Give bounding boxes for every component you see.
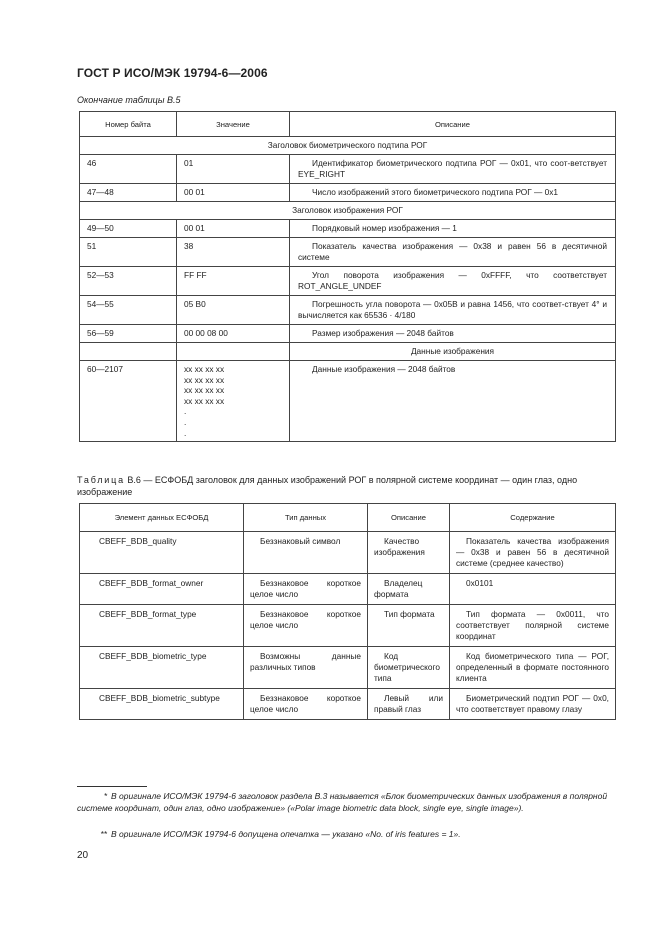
element-description: [368, 605, 450, 647]
byte-value: FF FF: [177, 267, 290, 296]
cell-text: Владелец формата: [374, 578, 423, 599]
cell-text: Беззнаковое короткое целое число: [250, 609, 361, 630]
table-header-row: [80, 112, 616, 137]
table-row: [80, 155, 616, 184]
table-b5: [79, 111, 616, 442]
byte-description: [290, 325, 616, 343]
element-content: [450, 574, 616, 605]
byte-value: 00 01: [177, 220, 290, 238]
byte-number: 60—2107: [80, 361, 177, 442]
cell-text: 0x0101: [466, 578, 494, 588]
desc-text: Показатель качества изображения — 0x38 и равен 56 в десятичной системе: [298, 241, 607, 262]
footnote-mark: **: [100, 829, 107, 839]
byte-value: 00 01: [177, 184, 290, 202]
footnote-mark: *: [103, 791, 107, 801]
byte-value: 38: [177, 238, 290, 267]
byte-number: 51: [80, 238, 177, 267]
table-b6-caption: [77, 474, 617, 498]
byte-number: 54—55: [80, 296, 177, 325]
table-row: [80, 574, 616, 605]
footnote-text: В оригинале ИСО/МЭК 19794-6 заголовок раздела В.3 называется «Блок биометрических данных изображения в полярной системе координат, один глаз, одно изображение» («Polar image biometric data block, single eye, single image»).: [77, 791, 608, 813]
footnote-separator: [77, 786, 147, 787]
value-line: .: [184, 416, 187, 427]
section-row: [80, 343, 616, 361]
cell-text: Показатель качества изображения — 0x38 и равен 56 в десятичной системе (среднее качество): [456, 536, 609, 568]
byte-description: [290, 155, 616, 184]
element-name: CBEFF_BDB_format_type: [80, 605, 244, 647]
caption-prefix: Таблица: [77, 475, 125, 485]
element-content: [450, 605, 616, 647]
byte-description: [290, 220, 616, 238]
desc-text: Данные изображения — 2048 байтов: [312, 364, 456, 374]
desc-text: Число изображений этого биометрического подтипа РОГ — 0x1: [312, 187, 559, 197]
table-row: [80, 647, 616, 689]
byte-number: 49—50: [80, 220, 177, 238]
element-name: CBEFF_BDB_biometric_subtype: [80, 689, 244, 720]
value-line: xx xx xx xx: [184, 374, 225, 385]
cell-text: Возможны данные различных типов: [250, 651, 361, 672]
table-row: [80, 238, 616, 267]
cell-text: Качество изображения: [374, 536, 425, 557]
section-title: Данные изображения: [290, 343, 616, 361]
table-row: [80, 184, 616, 202]
byte-number: 52—53: [80, 267, 177, 296]
cell-text: Биометрический подтип РОГ — 0x0, что соответствует правому глазу: [456, 693, 609, 714]
desc-text: Угол поворота изображения — 0xFFFF, что соответствует ROT_ANGLE_UNDEF: [298, 270, 607, 291]
element-content: [450, 647, 616, 689]
cell-text: Левый или правый глаз: [374, 693, 443, 714]
table-row: [80, 689, 616, 720]
page-number: 20: [77, 850, 89, 861]
value-line: .: [184, 406, 187, 417]
table-row: [80, 532, 616, 574]
element-content: [450, 689, 616, 720]
data-type: [244, 689, 368, 720]
value-line: .: [184, 427, 187, 438]
value-line: xx xx xx xx: [184, 395, 225, 406]
section-row: [80, 137, 616, 155]
cell-text: Код биометрического типа — РОГ, определенный в формате постоянного клиента: [456, 651, 609, 683]
byte-description: [290, 267, 616, 296]
column-header: Содержание: [450, 504, 616, 532]
element-description: [368, 689, 450, 720]
value-line: xx xx xx xx: [184, 385, 225, 396]
byte-value: 01: [177, 155, 290, 184]
cell-text: Беззнаковое короткое целое число: [250, 578, 361, 599]
table-row: [80, 361, 616, 442]
byte-description: [290, 296, 616, 325]
element-description: [368, 647, 450, 689]
byte-value: 05 B0: [177, 296, 290, 325]
element-name: CBEFF_BDB_biometric_type: [80, 647, 244, 689]
caption-text: В.6 — ЕСФОБД заголовок для данных изображений РОГ в полярной системе координат — один глаз, одно изображение: [77, 475, 578, 497]
element-name: CBEFF_BDB_quality: [80, 532, 244, 574]
cell-text: Тип формата: [384, 609, 435, 619]
cell-text: Тип формата — 0x0011, что соответствует полярной системе координат: [456, 609, 609, 641]
footnote: [77, 790, 615, 814]
byte-number: 56—59: [80, 325, 177, 343]
section-title: Заголовок изображения РОГ: [80, 202, 616, 220]
data-type: [244, 605, 368, 647]
table-row: [80, 296, 616, 325]
byte-description: [290, 184, 616, 202]
section-title: Заголовок биометрического подтипа РОГ: [80, 137, 616, 155]
data-type: [244, 574, 368, 605]
data-type: [244, 532, 368, 574]
cell-text: Беззнаковое короткое целое число: [250, 693, 361, 714]
byte-value: [177, 361, 290, 442]
table-row: [80, 267, 616, 296]
footnote-text: В оригинале ИСО/МЭК 19794-6 допущена опечатка — указано «No. of iris features = 1».: [111, 829, 461, 839]
desc-text: Порядковый номер изображения — 1: [312, 223, 457, 233]
column-header: Элемент данных ЕСФОБД: [80, 504, 244, 532]
footnote: [77, 828, 615, 840]
column-header: Значение: [177, 112, 290, 137]
element-description: [368, 574, 450, 605]
table-row: [80, 605, 616, 647]
cell-text: Беззнаковый символ: [260, 536, 341, 546]
byte-value: 00 00 08 00: [177, 325, 290, 343]
cell-text: Код биометрического типа: [374, 651, 440, 683]
element-content: [450, 532, 616, 574]
table-b6: [79, 503, 616, 720]
desc-text: Идентификатор биометрического подтипа РОГ — 0x01, что соот-ветствует EYE_RIGHT: [298, 158, 607, 179]
document-title: ГОСТ Р ИСО/МЭК 19794-6—2006: [77, 66, 268, 80]
desc-text: Размер изображения — 2048 байтов: [312, 328, 454, 338]
table-row: [80, 220, 616, 238]
byte-number: 46: [80, 155, 177, 184]
table-header-row: [80, 504, 616, 532]
section-row: [80, 202, 616, 220]
column-header: Тип данных: [244, 504, 368, 532]
column-header: Номер байта: [80, 112, 177, 137]
column-header: Описание: [290, 112, 616, 137]
element-description: [368, 532, 450, 574]
column-header: Описание: [368, 504, 450, 532]
byte-number: 47—48: [80, 184, 177, 202]
table-row: [80, 325, 616, 343]
table-b5-caption: Окончание таблицы В.5: [77, 95, 181, 105]
byte-description: [290, 238, 616, 267]
element-name: CBEFF_BDB_format_owner: [80, 574, 244, 605]
desc-text: Погрешность угла поворота — 0x05B и равна 1456, что соответ-ствует 4° и вычисляется как 65536 · 4/180: [298, 299, 607, 320]
value-line: xx xx xx xx: [184, 364, 225, 374]
data-type: [244, 647, 368, 689]
byte-description: [290, 361, 616, 442]
